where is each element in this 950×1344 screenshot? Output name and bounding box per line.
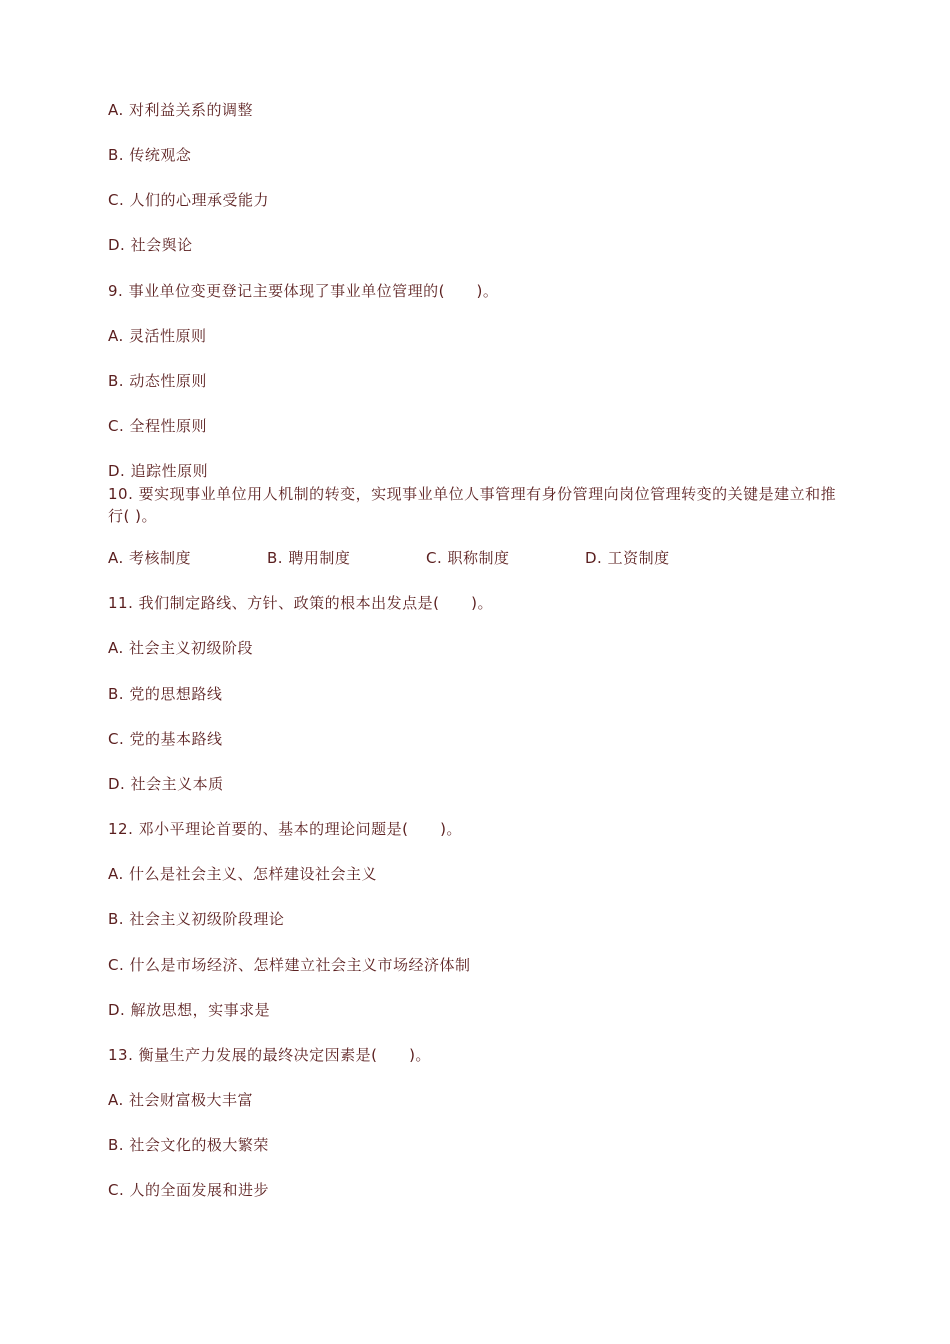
q12-option-c: C. 什么是市场经济、怎样建立社会主义市场经济体制 (108, 956, 471, 974)
q8-option-d: D. 社会舆论 (108, 236, 193, 254)
q11-option-d: D. 社会主义本质 (108, 775, 224, 793)
q11-option-c: C. 党的基本路线 (108, 730, 223, 748)
question-10: 10. 要实现事业单位用人机制的转变，实现事业单位人事管理有身份管理向岗位管理转变的关键是建立和推行( )。 (108, 485, 837, 525)
q9-option-c: C. 全程性原则 (108, 417, 208, 435)
q10-options (108, 548, 848, 568)
q11-option-b: B. 党的思想路线 (108, 685, 223, 703)
q9-option-d: D. 追踪性原则 (108, 462, 209, 480)
question-13: 13. 衡量生产力发展的最终决定因素是( )。 (108, 1046, 431, 1064)
q11-option-a: A. 社会主义初级阶段 (108, 639, 254, 657)
q13-option-c: C. 人的全面发展和进步 (108, 1181, 270, 1199)
q12-option-a: A. 什么是社会主义、怎样建设社会主义 (108, 865, 378, 883)
q10-option-b: B. 聘用制度 (267, 549, 351, 567)
q13-option-a: A. 社会财富极大丰富 (108, 1091, 254, 1109)
q10-option-d: D. 工资制度 (585, 549, 670, 567)
q10-option-a: A. 考核制度 (108, 549, 192, 567)
q8-option-b: B. 传统观念 (108, 146, 192, 164)
q8-option-c: C. 人们的心理承受能力 (108, 191, 270, 209)
question-11: 11. 我们制定路线、方针、政策的根本出发点是( )。 (108, 594, 493, 612)
q13-option-b: B. 社会文化的极大繁荣 (108, 1136, 269, 1154)
q10-option-c: C. 职称制度 (426, 549, 510, 567)
q9-option-b: B. 动态性原则 (108, 372, 207, 390)
question-12: 12. 邓小平理论首要的、基本的理论问题是( )。 (108, 820, 462, 838)
q12-option-d: D. 解放思想，实事求是 (108, 1001, 271, 1019)
q9-option-a: A. 灵活性原则 (108, 327, 207, 345)
question-9: 9. 事业单位变更登记主要体现了事业单位管理的( )。 (108, 282, 499, 300)
q8-option-a: A. 对利益关系的调整 (108, 101, 254, 119)
q12-option-b: B. 社会主义初级阶段理论 (108, 910, 285, 928)
